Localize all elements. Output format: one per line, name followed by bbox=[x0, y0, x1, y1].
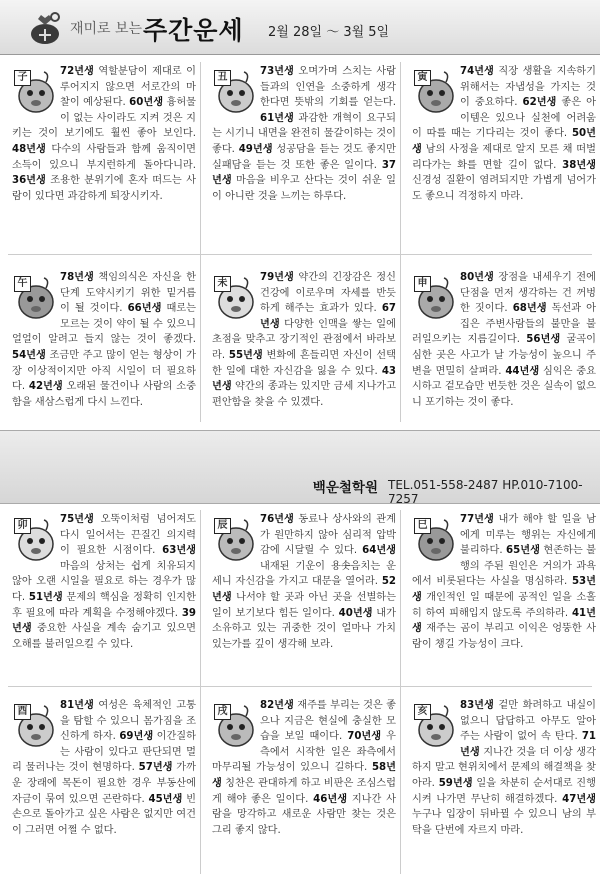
zodiac-character: 未 bbox=[214, 276, 231, 292]
fortune-text: 흉허물이 없는 사이라도 지켜 것은 지키는 것이 보기에도 훨씬 좋아 보인다. bbox=[12, 97, 196, 140]
birth-year: 51년생 bbox=[28, 591, 63, 603]
date-range: 2월 28일 ～ 3월 5일 bbox=[268, 25, 390, 40]
zodiac-cell bbox=[412, 64, 596, 204]
fortune-text: 여성은 육체적인 고통을 탐할 수 있으니 몸가짐을 조신하게 하자. bbox=[60, 700, 196, 743]
fortune-text: 독선과 아집은 주변사람들의 불만을 불러일으키는 지름길이다. bbox=[412, 303, 596, 346]
birth-year: 60년생 bbox=[129, 97, 164, 109]
page-header bbox=[0, 0, 600, 55]
fortune-text: 오며가며 스치는 사람들과의 인연을 소중하게 생각한다면 뜻밖의 기회를 얻는다. bbox=[260, 66, 396, 109]
fortune-text: 내가 소유하고 있는 귀중한 것이 얼마나 가치 있는가를 깊이 생각해 보라. bbox=[212, 607, 396, 650]
zodiac-character: 丑 bbox=[214, 70, 231, 86]
birth-year: 76년생 bbox=[260, 514, 294, 525]
birth-year: 47년생 bbox=[562, 793, 596, 805]
birth-year: 66년생 bbox=[127, 303, 162, 315]
birth-year: 41년생 bbox=[412, 607, 596, 635]
zodiac-cell bbox=[212, 64, 396, 204]
zodiac-cell bbox=[12, 270, 196, 410]
birth-year: 46년생 bbox=[313, 793, 348, 805]
pig-icon bbox=[412, 702, 456, 750]
fortune-text: 약간의 긴장감은 정신건강에 이로우며 자세를 반듯하게 해주는 효과가 있다. bbox=[260, 272, 396, 315]
fortune-text: 책임의식은 자신을 한 단계 도약시키기 위한 밑거름이 될 것이다. bbox=[60, 272, 196, 315]
birth-year: 36년생 bbox=[12, 175, 46, 187]
birth-year: 59년생 bbox=[438, 777, 473, 789]
birth-year: 77년생 bbox=[460, 514, 494, 525]
zodiac-character: 巳 bbox=[414, 518, 431, 534]
birth-year: 78년생 bbox=[60, 272, 94, 283]
fortune-text: 신경성 질환이 염려되지만 가볍게 넘어가도 좋으니 걱정하지 마라. bbox=[412, 175, 596, 202]
zodiac-character: 戌 bbox=[214, 704, 231, 720]
birth-year: 71년생 bbox=[460, 731, 596, 758]
rooster-icon bbox=[12, 702, 56, 750]
birth-year: 70년생 bbox=[347, 731, 382, 743]
fortune-text: 약간의 종과는 있지만 금세 지나가고 편안함을 찾을 수 있겠다. bbox=[212, 381, 396, 408]
fortune-text: 마음의 상처는 쉽게 치유되지 않아 오랜 시일을 필요로 하는 경우가 많다. bbox=[12, 560, 196, 603]
sheep-icon bbox=[212, 274, 256, 322]
zodiac-cell bbox=[212, 698, 396, 838]
birth-year: 68년생 bbox=[512, 303, 547, 315]
birth-year: 58년생 bbox=[212, 762, 396, 789]
tiger-icon bbox=[412, 68, 456, 116]
birth-year: 54년생 bbox=[12, 349, 46, 361]
birth-year: 73년생 bbox=[260, 66, 294, 77]
birth-year: 79년생 bbox=[260, 272, 294, 283]
fortune-text: 누구나 입장이 뒤바뀔 수 있으니 남의 부탁을 단번에 자르지 마라. bbox=[412, 809, 596, 836]
zodiac-character: 子 bbox=[14, 70, 31, 86]
ox-icon bbox=[212, 68, 256, 116]
birth-year: 62년생 bbox=[522, 97, 557, 109]
birth-year: 75년생 bbox=[60, 514, 94, 525]
fortune-text: 마음을 비우고 산다는 것이 쉬운 일이 아니란 것을 느끼는 하루다. bbox=[212, 175, 396, 202]
birth-year: 63년생 bbox=[162, 545, 196, 557]
fortune-text: 다양한 인맥을 쌓는 일에 초점을 맞추고 장기적인 관점에서 바라보라. bbox=[212, 318, 396, 361]
fortune-text: 재주를 부리는 것은 좋으나 지금은 현실에 충실한 모습을 보일 때이다. bbox=[260, 700, 396, 743]
fortune-text: 변화에 흔들리면 자신이 선택한 일에 대한 자신감을 잃을 수 있다. bbox=[212, 349, 396, 377]
birth-year: 82년생 bbox=[260, 700, 294, 711]
birth-year: 57년생 bbox=[138, 762, 173, 774]
fortune-text: 내재된 기운이 용솟음치는 운세니 자신감을 가지고 대문을 열어라. bbox=[212, 560, 396, 588]
zodiac-cell bbox=[12, 512, 196, 652]
fortune-text: 조금만 주고 많이 얻는 형상이 가장 이상적이지만 아직 시일이 더 필요하다. bbox=[12, 349, 196, 393]
birth-year: 49년생 bbox=[238, 143, 273, 155]
fortune-text: 성공담을 듣는 것도 좋지만 실패담을 듣는 것 또한 좋은 일이다. bbox=[212, 143, 396, 171]
birth-year: 44년생 bbox=[505, 365, 540, 377]
fortune-text: 지나간 사람을 망각하고 새로운 사람만 찾는 것은 그리 좋지 않다. bbox=[212, 793, 396, 836]
dog-icon bbox=[212, 702, 256, 750]
birth-year: 64년생 bbox=[362, 545, 396, 557]
fortune-text: 남의 사정을 제대로 알지 모른 채 떠벌리다가는 화를 면할 길이 없다. bbox=[412, 143, 596, 171]
zodiac-character: 亥 bbox=[414, 704, 431, 720]
birth-year: 55년생 bbox=[228, 349, 263, 361]
snake-icon bbox=[412, 516, 456, 564]
birth-year: 81년생 bbox=[60, 700, 94, 711]
fortune-text: 오래된 물건이나 사람의 소중함을 새삼스럽게 다시 느낀다. bbox=[12, 381, 196, 408]
fortune-text: 나서야 할 곳과 아닌 곳을 선별하는 일이 보기보다 힘든 일이다. bbox=[212, 591, 396, 619]
fortune-text: 문제의 핵심을 정확히 인지한 후 필요에 따라 계획을 수정해야겠다. bbox=[12, 591, 196, 619]
fortune-text: 오뚝이처럼 넘어져도 다시 일어서는 끈질긴 의지력이 필요한 시점이다. bbox=[60, 514, 196, 557]
birth-year: 40년생 bbox=[338, 607, 373, 619]
academy-name: 백운철학원 bbox=[312, 480, 378, 496]
birth-year: 50년생 bbox=[412, 128, 596, 155]
zodiac-cell bbox=[12, 698, 196, 838]
page-title: 주간운세 bbox=[143, 16, 244, 45]
rabbit-icon bbox=[12, 516, 56, 564]
fortune-text: 내가 해야 할 일을 남에게 미루는 행위는 자신에게 불리하다. bbox=[460, 514, 596, 557]
zodiac-cell bbox=[12, 64, 196, 204]
fortune-text: 과감한 개혁이 요구되는 시기니 내면을 완전히 물갈이하는 것이 좋다. bbox=[212, 112, 396, 155]
fortune-text: 굴곡이 심한 곳은 사고가 날 가능성이 높으니 주변을 면밀히 살펴라. bbox=[412, 334, 596, 377]
fortune-text: 좋은 아이템은 있으나 실천에 어려움이 따를 때는 기다리는 것이 좋다. bbox=[412, 97, 596, 140]
zodiac-cell bbox=[412, 698, 596, 838]
zodiac-cell bbox=[212, 270, 396, 410]
fortune-text: 가까운 장래에 목돈이 필요한 경우 부동산에 자금이 묶여 있으면 곤란하다. bbox=[12, 762, 196, 805]
birth-year: 48년생 bbox=[12, 143, 46, 155]
zodiac-character: 午 bbox=[14, 276, 31, 292]
fortune-text: 직장 생활을 지속하기 위해서는 자냅성을 가지는 것이 중요하다. bbox=[460, 66, 596, 109]
birth-year: 74년생 bbox=[460, 66, 494, 77]
fortune-text: 겉만 화려하고 내실이 없으니 답답하고 아무도 알아주는 사람이 없어 속 탄다. bbox=[460, 700, 596, 743]
birth-year: 61년생 bbox=[260, 112, 294, 124]
birth-year: 56년생 bbox=[526, 334, 561, 346]
fortune-text: 이간질하는 사람이 있다고 판단되면 멀리 물러나는 것이 현명하다. bbox=[12, 731, 196, 774]
birth-year: 65년생 bbox=[506, 545, 540, 557]
birth-year: 72년생 bbox=[60, 66, 94, 77]
zodiac-character: 酉 bbox=[14, 704, 31, 720]
birth-year: 52년생 bbox=[212, 576, 396, 603]
fortune-text: 때로는 모르는 것이 약이 될 수 있으니 얼얼이 알려고 들지 않는 것이 좋겠다. bbox=[12, 303, 196, 346]
fortune-text: 빈손으로 돌아가고 싶은 사람은 없지만 여건이 그러면 어쩔 수 없다. bbox=[12, 793, 196, 836]
fortune-text: 중요한 사실을 계속 숨기고 있으면 오해를 불러일으킬 수 있다. bbox=[12, 623, 196, 650]
academy-contact: TEL.051-558-2487 HP.010-7100-7257 bbox=[388, 478, 583, 506]
fortune-text: 우측에서 시작한 일은 좌측에서 마무리될 가능성이 있으니 길하다. bbox=[212, 731, 396, 774]
advertiser-banner bbox=[0, 430, 600, 504]
fortune-text: 장점을 내세우기 전에 단점을 먼저 생각하는 건 꺼벙한 짓이다. bbox=[460, 272, 596, 315]
fortune-text: 현존하는 불행의 주된 원인은 거의가 과욕에서 비롯된다는 사실을 명심하라. bbox=[412, 545, 596, 588]
fortune-text: 역할분담이 제대로 이루어지지 않으면 서로간의 마찰이 예상된다. bbox=[60, 66, 196, 109]
birth-year: 39년생 bbox=[12, 607, 196, 635]
birth-year: 83년생 bbox=[460, 700, 494, 711]
fortune-text: 동료나 상사와의 관계가 원만하지 않아 심리적 압박감에 시달릴 수 있다. bbox=[260, 514, 396, 557]
birth-year: 42년생 bbox=[28, 381, 63, 393]
fortune-text: 칭찬은 관대하게 하고 비판은 조심스럽게 해야 좋은 일이다. bbox=[212, 777, 396, 805]
zodiac-character: 申 bbox=[414, 276, 431, 292]
birth-year: 53년생 bbox=[412, 576, 596, 603]
fortune-text: 일을 차분히 순서대로 진행시켜 나가면 무난히 해결하겠다. bbox=[412, 777, 596, 805]
money-bag-icon bbox=[28, 9, 62, 45]
birth-year: 45년생 bbox=[148, 793, 183, 805]
rat-icon bbox=[12, 68, 56, 116]
fortune-text: 조용한 분위기에 혼자 떠드는 사람이 있다면 과감하게 퇴장시키자. bbox=[12, 175, 196, 202]
zodiac-character: 寅 bbox=[414, 70, 431, 86]
birth-year: 43년생 bbox=[212, 365, 396, 393]
birth-year: 69년생 bbox=[119, 731, 154, 743]
horse-icon bbox=[12, 274, 56, 322]
fortune-text: 다수의 사람들과 함께 움직이면 소득이 있으니 부지런하게 돌아다니라. bbox=[12, 143, 196, 171]
birth-year: 37년생 bbox=[212, 159, 396, 187]
dragon-icon bbox=[212, 516, 256, 564]
fortune-text: 지나간 것을 더 이상 생각하지 말고 현위치에서 문제의 해결책을 찾아라. bbox=[412, 746, 596, 789]
zodiac-cell bbox=[412, 512, 596, 652]
header-subtitle: 재미로 보는 bbox=[70, 21, 143, 37]
fortune-text: 심익은 중요시하고 겉모습만 번듯한 것은 실속이 없으니 포기하는 것이 좋다. bbox=[412, 365, 596, 408]
fortune-text: 개인적인 일 때문에 공적인 일을 소홀히 하여 피해입지 않도록 주의하라. bbox=[412, 591, 596, 619]
zodiac-cell bbox=[212, 512, 396, 652]
fortune-text: 재주는 곰이 부리고 이익은 엉뚱한 사람이 챙길 가능성이 크다. bbox=[412, 623, 596, 650]
birth-year: 38년생 bbox=[562, 159, 596, 171]
birth-year: 67년생 bbox=[260, 303, 396, 330]
zodiac-character: 辰 bbox=[214, 518, 231, 534]
zodiac-character: 卯 bbox=[14, 518, 31, 534]
zodiac-cell bbox=[412, 270, 596, 410]
monkey-icon bbox=[412, 274, 456, 322]
birth-year: 80년생 bbox=[460, 272, 494, 283]
